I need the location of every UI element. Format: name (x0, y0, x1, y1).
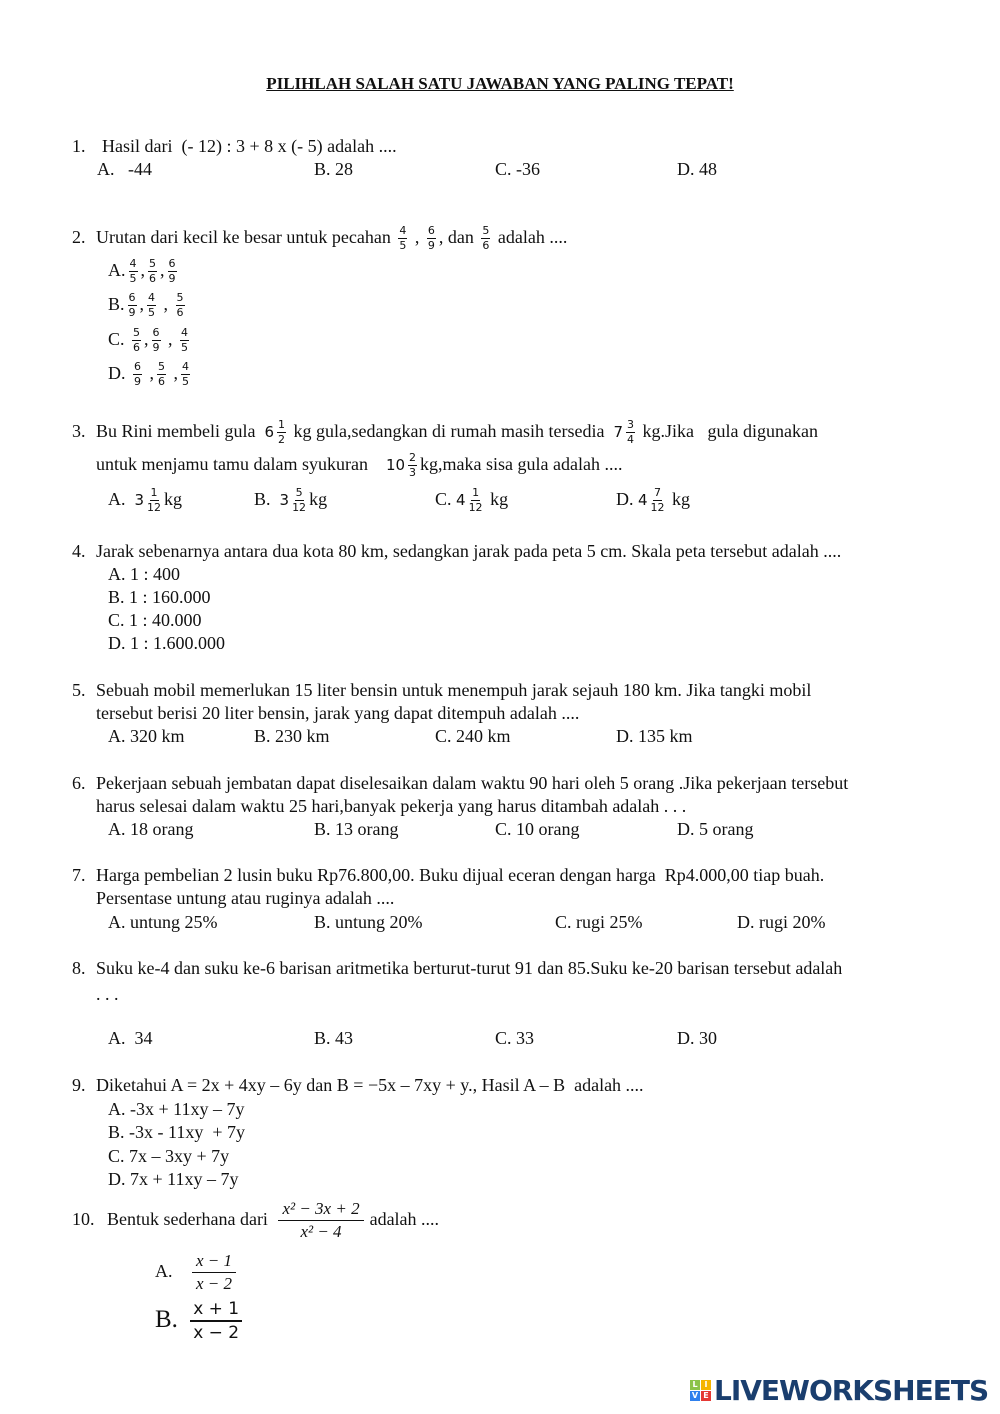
option-b[interactable]: B. 3 $\frac{5}{12}$ kg (254, 486, 328, 515)
liveworksheets-logo (690, 1374, 988, 1407)
option-b[interactable]: B. 13 orang (314, 819, 399, 839)
fraction: $\frac{6}{9}$ (427, 224, 435, 253)
fraction: $\frac{5}{6}$ (176, 291, 184, 320)
question-number: 10. (72, 1209, 95, 1229)
fraction: $\frac{x + 1}{x - 2}$ (190, 1298, 242, 1344)
question-text-part: Urutan dari kecil ke besar untuk pecahan (96, 227, 391, 247)
option-d[interactable]: D. 5 orang (677, 819, 754, 839)
fraction: $\frac{4}{5}$ (182, 360, 189, 389)
option-c[interactable]: C. 240 km (435, 726, 511, 746)
question-text-line-2: tersebut berisi 20 liter bensin, jarak yang dapat ditempuh adalah .... (96, 703, 580, 723)
fraction: $\frac{2}{3}$ (409, 451, 417, 480)
logo-text: LIVEWORKSHEETS (714, 1374, 989, 1407)
option-c[interactable]: C. 1 : 40.000 (108, 610, 202, 630)
option-d[interactable]: D. 30 (677, 1028, 717, 1048)
question-number: 4. (72, 541, 86, 561)
fraction: $\frac{4}{5}$ (399, 224, 407, 253)
question-text-line-2: Persentase untung atau ruginya adalah .... (96, 888, 395, 908)
fraction: $\frac{4}{5}$ (181, 326, 189, 355)
fraction: $\frac{5}{6}$ (158, 360, 165, 389)
question-text: Bentuk sederhana dari $\frac{\text{x² − 3x + 2}}{\text{x² − 4}}$ adalah .... (107, 1199, 440, 1242)
option-b[interactable]: B. untung 20% (314, 912, 423, 932)
option-c[interactable]: C. 7x – 3xy + 7y (108, 1146, 230, 1166)
option-a[interactable]: A. 3 $\frac{1}{12}$ kg (108, 486, 183, 515)
question-number: 1. (72, 136, 86, 156)
question-text: Jarak sebenarnya antara dua kota 80 km, sedangkan jarak pada peta 5 cm. Skala peta tersebut adalah .... (96, 541, 842, 561)
option-a[interactable]: A. 34 (108, 1028, 153, 1048)
option-d[interactable]: D. rugi 20% (737, 912, 826, 932)
option-b[interactable]: B. -3x - 11xy + 7y (108, 1122, 245, 1142)
worksheet-title: PILIHLAH SALAH SATU JAWABAN YANG PALING TEPAT! (266, 74, 734, 93)
question-number: 2. (72, 227, 86, 247)
question-text: Sebuah mobil memerlukan 15 liter bensin untuk menempuh jarak sejauh 180 km. Jika tangki mobil (96, 680, 812, 700)
option-b[interactable]: B. 43 (314, 1028, 354, 1048)
option-a[interactable]: A. -44 (97, 159, 152, 179)
option-d[interactable]: D. 1 : 1.600.000 (108, 633, 225, 653)
option-c[interactable]: C. 4 $\frac{1}{12}$ kg (435, 486, 509, 515)
question-text: Diketahui A = 2x + 4xy – 6y dan B = −5x – 7xy + y., Hasil A – B adalah .... (96, 1075, 644, 1095)
fraction: $\frac{1}{12}$ (468, 486, 483, 515)
option-a[interactable]: A. 1 : 400 (108, 564, 180, 584)
option-b[interactable]: B. 1 : 160.000 (108, 587, 211, 607)
question-number: 8. (72, 958, 86, 978)
fraction: $\frac{5}{6}$ (133, 326, 141, 355)
option-b[interactable]: B. $\frac{6}{9}$ , $\frac{4}{5}$ , $\frac{5}{6}$ (108, 291, 184, 320)
option-b[interactable]: B. $\frac{x + 1}{x - 2}$ (155, 1297, 248, 1344)
question-text: Pekerjaan sebuah jembatan dapat diselesaikan dalam waktu 90 hari oleh 5 orang .Jika pekerjaan tersebut (96, 773, 849, 793)
fraction: $\frac{6}{9}$ (152, 326, 160, 355)
fraction: $\frac{5}{12}$ (292, 486, 307, 515)
question-text: Urutan dari kecil ke besar untuk pecahan $\frac{4}{5}$ , $\frac{6}{9}$ , dan $\frac{5}{6}$ adalah .... (96, 224, 568, 253)
option-b[interactable]: B. 28 (314, 159, 354, 179)
option-a[interactable]: A. $\frac{x - 1}{x - 2}$ (155, 1248, 242, 1295)
fraction: $\frac{1}{2}$ (278, 418, 286, 447)
question-text: Suku ke-4 dan suku ke-6 barisan aritmetika berturut-turut 91 dan 85.Suku ke-20 barisan tersebut adalah (96, 958, 843, 978)
question-text: Harga pembelian 2 lusin buku Rp76.800,00. Buku dijual eceran dengan harga Rp4.000,00 tiap buah. (96, 865, 825, 885)
question-number: 7. (72, 865, 86, 885)
question-text: Bu Rini membeli gula 6 $\frac{1}{2}$ kg gula,sedangkan di rumah masih tersedia 7 $\frac{3}{4}$ kg.Jika gula digunakan (96, 418, 818, 447)
fraction: $\frac{6}{9}$ (134, 360, 141, 389)
option-b[interactable]: B. 230 km (254, 726, 330, 746)
option-a[interactable]: A. untung 25% (108, 912, 218, 932)
option-c[interactable]: C. rugi 25% (555, 912, 643, 932)
fraction: $\frac{x - 1}{x - 2}$ (192, 1250, 236, 1295)
option-d[interactable]: D. 135 km (616, 726, 693, 746)
option-c[interactable]: C. $\frac{5}{6}$ , $\frac{6}{9}$ , $\frac{4}{5}$ (108, 326, 189, 355)
fraction: $\frac{1}{12}$ (147, 486, 162, 515)
option-a[interactable]: A. -3x + 11xy – 7y (108, 1099, 245, 1119)
option-c[interactable]: C. -36 (495, 159, 540, 179)
fraction: $\frac{6}{9}$ (128, 291, 136, 320)
fraction: $\frac{3}{4}$ (627, 418, 635, 447)
question-text-line-2: harus selesai dalam waktu 25 hari,banyak pekerja yang harus ditambah adalah . . . (96, 796, 687, 816)
question-number: 5. (72, 680, 86, 700)
option-d[interactable]: D. 4 $\frac{7}{12}$ kg (616, 486, 691, 515)
question-text: Hasil dari (- 12) : 3 + 8 x (- 5) adalah .... (102, 136, 397, 156)
question-number: 3. (72, 421, 86, 441)
question-text-line-2: untuk menjamu tamu dalam syukuran 10 $\frac{2}{3}$ kg,maka sisa gula adalah .... (96, 451, 623, 480)
fraction: $\frac{\text{x² − 3x + 2}}{\text{x² − 4}}$ (278, 1198, 363, 1243)
fraction: $\frac{6}{9}$ (168, 257, 176, 286)
option-a[interactable]: A. 320 km (108, 726, 185, 746)
question-number: 6. (72, 773, 86, 793)
option-a[interactable]: A. 18 orang (108, 819, 194, 839)
fraction: $\frac{4}{5}$ (148, 291, 156, 320)
option-c[interactable]: C. 10 orang (495, 819, 580, 839)
option-d[interactable]: D. 7x + 11xy – 7y (108, 1169, 239, 1189)
question-number: 9. (72, 1075, 86, 1095)
option-c[interactable]: C. 33 (495, 1028, 535, 1048)
option-d[interactable]: D. 48 (677, 159, 717, 179)
question-text-line-2: . . . (96, 984, 119, 1004)
fraction: $\frac{7}{12}$ (650, 486, 665, 515)
fraction: $\frac{4}{5}$ (129, 257, 137, 286)
logo-tiles-icon: L I V E (690, 1380, 711, 1401)
fraction: $\frac{5}{6}$ (482, 224, 490, 253)
option-a[interactable]: A. $\frac{4}{5}$ , $\frac{5}{6}$ , $\frac{6}{9}$ (108, 257, 176, 286)
option-d[interactable]: D. $\frac{6}{9}$ , $\frac{5}{6}$ , $\frac{4}{5}$ (108, 360, 189, 389)
fraction: $\frac{5}{6}$ (149, 257, 156, 286)
